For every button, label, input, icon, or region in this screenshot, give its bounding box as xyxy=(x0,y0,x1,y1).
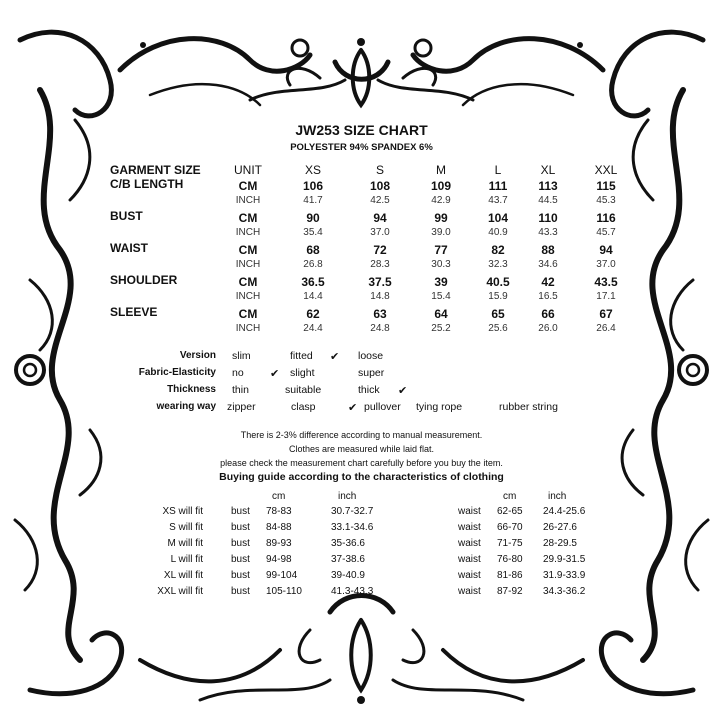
guide-fit-label: M will fit xyxy=(167,538,203,549)
guide-waist-inch: 24.4-25.6 xyxy=(543,506,586,517)
guide-fit-label: L will fit xyxy=(170,554,203,565)
waist-cm-value: 72 xyxy=(373,243,387,257)
sleeve-inch-value: 26.0 xyxy=(538,323,558,334)
version-option-loose: loose xyxy=(358,350,384,362)
thickness-label: Thickness xyxy=(167,384,216,395)
guide-waist-cm: 87-92 xyxy=(497,586,523,597)
unit-inch: INCH xyxy=(235,291,261,302)
guide-bust-cm: 105-110 xyxy=(266,586,302,597)
size-header-s: S xyxy=(375,163,384,177)
note-check-chart: please check the measurement chart carefully before you buy the item. xyxy=(220,458,503,468)
guide-bust-label: bust xyxy=(231,506,250,517)
sleeve-inch-value: 25.6 xyxy=(488,323,508,334)
guide-waist-cm: 71-75 xyxy=(497,538,523,549)
row-label-shoulder: SHOULDER xyxy=(110,273,178,287)
unit-inch: INCH xyxy=(235,227,261,238)
guide-waist-label: waist xyxy=(458,538,481,549)
bust-cm-value: 99 xyxy=(434,211,448,225)
shoulder-inch-value: 15.9 xyxy=(488,291,508,302)
guide-bust-cm-header: cm xyxy=(272,491,286,502)
garment-size-header: GARMENT SIZE xyxy=(110,163,201,177)
bust-cm-value: 110 xyxy=(538,211,558,225)
version-label: Version xyxy=(179,350,216,361)
guide-waist-inch: 26-27.6 xyxy=(543,522,577,533)
shoulder-cm-value: 37.5 xyxy=(368,275,392,289)
c-b-length-inch-value: 43.7 xyxy=(488,195,508,206)
row-label-sleeve: SLEEVE xyxy=(110,305,158,319)
unit-inch: INCH xyxy=(235,195,261,206)
thickness-option-suitable: suitable xyxy=(285,384,322,396)
shoulder-inch-value: 15.4 xyxy=(431,291,451,302)
shoulder-cm-value: 42 xyxy=(541,275,555,289)
version-option-slim: slim xyxy=(232,350,251,362)
fabric-composition: POLYESTER 94% SPANDEX 6% xyxy=(290,142,433,153)
guide-bust-label: bust xyxy=(231,554,250,565)
guide-waist-inch: 34.3-36.2 xyxy=(543,586,586,597)
sleeve-cm-value: 63 xyxy=(373,307,387,321)
guide-waist-label: waist xyxy=(458,586,481,597)
waist-inch-value: 34.6 xyxy=(538,259,558,270)
waist-cm-value: 82 xyxy=(491,243,505,257)
waist-inch-value: 32.3 xyxy=(488,259,508,270)
unit-cm: CM xyxy=(238,275,258,289)
sleeve-cm-value: 66 xyxy=(541,307,555,321)
unit-inch: INCH xyxy=(235,323,261,334)
guide-bust-cm: 94-98 xyxy=(266,554,292,565)
guide-waist-inch: 31.9-33.9 xyxy=(543,570,586,581)
wearing-option-zipper: zipper xyxy=(227,401,256,413)
c-b-length-cm-value: 109 xyxy=(430,179,452,193)
c-b-length-cm-value: 115 xyxy=(596,179,616,193)
guide-waist-label: waist xyxy=(458,554,481,565)
shoulder-cm-value: 36.5 xyxy=(301,275,325,289)
guide-bust-inch-header: inch xyxy=(338,491,357,502)
sleeve-cm-value: 64 xyxy=(434,307,448,321)
waist-inch-value: 28.3 xyxy=(370,259,390,270)
guide-waist-label: waist xyxy=(458,506,481,517)
guide-waist-cm: 66-70 xyxy=(497,522,523,533)
shoulder-cm-value: 40.5 xyxy=(486,275,510,289)
unit-cm: CM xyxy=(238,307,258,321)
elasticity-option-slight: slight xyxy=(290,367,315,379)
version-check-icon: ✔ xyxy=(330,351,340,363)
bust-cm-value: 116 xyxy=(596,211,616,225)
sleeve-cm-value: 65 xyxy=(491,307,505,321)
size-header-m: M xyxy=(436,163,446,177)
c-b-length-cm-value: 113 xyxy=(538,179,558,193)
row-label-c-b-length: C/B LENGTH xyxy=(110,177,184,191)
guide-bust-cm: 84-88 xyxy=(266,522,292,533)
guide-waist-cm: 81-86 xyxy=(497,570,523,581)
shoulder-inch-value: 16.5 xyxy=(538,291,558,302)
c-b-length-inch-value: 42.9 xyxy=(431,195,451,206)
guide-waist-inch-header: inch xyxy=(548,491,567,502)
guide-waist-cm: 76-80 xyxy=(497,554,523,565)
bust-cm-value: 94 xyxy=(373,211,387,225)
wearing-option-clasp: clasp xyxy=(291,401,316,413)
c-b-length-inch-value: 42.5 xyxy=(370,195,390,206)
bust-inch-value: 45.7 xyxy=(596,227,616,238)
guide-fit-label: XXL will fit xyxy=(157,586,203,597)
guide-waist-inch: 29.9-31.5 xyxy=(543,554,586,565)
buying-guide-title: Buying guide according to the characteristics of clothing xyxy=(219,471,504,483)
shoulder-inch-value: 14.8 xyxy=(370,291,390,302)
wearing-option-pullover: pullover xyxy=(364,401,401,413)
c-b-length-inch-value: 44.5 xyxy=(538,195,558,206)
guide-bust-label: bust xyxy=(231,522,250,533)
c-b-length-cm-value: 108 xyxy=(369,179,391,193)
size-header-xl: XL xyxy=(540,163,556,177)
guide-bust-inch: 41.3-43.3 xyxy=(331,586,374,597)
elasticity-option-no: no xyxy=(232,367,244,379)
waist-cm-value: 68 xyxy=(306,243,320,257)
shoulder-cm-value: 39 xyxy=(434,275,448,289)
c-b-length-inch-value: 45.3 xyxy=(596,195,616,206)
guide-waist-label: waist xyxy=(458,522,481,533)
guide-fit-label: S will fit xyxy=(169,522,203,533)
guide-fit-label: XS will fit xyxy=(162,506,203,517)
size-header-xxl: XXL xyxy=(594,163,618,177)
bust-inch-value: 40.9 xyxy=(488,227,508,238)
guide-waist-cm: 62-65 xyxy=(497,506,523,517)
guide-bust-label: bust xyxy=(231,586,250,597)
guide-fit-label: XL will fit xyxy=(163,570,203,581)
guide-bust-cm: 78-83 xyxy=(266,506,292,517)
guide-bust-label: bust xyxy=(231,538,250,549)
row-label-waist: WAIST xyxy=(110,241,148,255)
size-header-xs: XS xyxy=(304,163,321,177)
bust-cm-value: 90 xyxy=(306,211,320,225)
sleeve-inch-value: 24.4 xyxy=(303,323,323,334)
sleeve-cm-value: 62 xyxy=(306,307,320,321)
sleeve-inch-value: 24.8 xyxy=(370,323,390,334)
elasticity-check-icon: ✔ xyxy=(270,368,280,380)
thickness-check-icon: ✔ xyxy=(398,385,408,397)
thickness-option-thin: thin xyxy=(232,384,249,396)
shoulder-inch-value: 17.1 xyxy=(596,291,616,302)
wearing-option-tying-rope: tying rope xyxy=(416,401,463,413)
version-option-fitted: fitted xyxy=(290,350,313,362)
sleeve-inch-value: 26.4 xyxy=(596,323,616,334)
bust-cm-value: 104 xyxy=(487,211,509,225)
unit-cm: CM xyxy=(238,243,258,257)
waist-inch-value: 26.8 xyxy=(303,259,323,270)
waist-cm-value: 88 xyxy=(541,243,555,257)
size-header-l: L xyxy=(494,163,502,177)
unit-cm: CM xyxy=(238,211,258,225)
c-b-length-cm-value: 111 xyxy=(488,179,508,193)
unit-header: UNIT xyxy=(234,163,262,177)
wearing-check-icon: ✔ xyxy=(348,402,358,414)
shoulder-cm-value: 43.5 xyxy=(594,275,618,289)
waist-inch-value: 37.0 xyxy=(596,259,616,270)
bust-inch-value: 39.0 xyxy=(431,227,451,238)
chart-title: JW253 SIZE CHART xyxy=(295,122,428,138)
unit-inch: INCH xyxy=(235,259,261,270)
wearing-option-rubber-string: rubber string xyxy=(499,401,558,413)
thickness-option-thick: thick xyxy=(358,384,380,396)
sleeve-cm-value: 67 xyxy=(599,307,613,321)
c-b-length-cm-value: 106 xyxy=(302,179,324,193)
guide-waist-cm-header: cm xyxy=(503,491,517,502)
shoulder-inch-value: 14.4 xyxy=(303,291,323,302)
unit-cm: CM xyxy=(238,179,258,193)
bust-inch-value: 43.3 xyxy=(538,227,558,238)
bust-inch-value: 37.0 xyxy=(370,227,390,238)
row-label-bust: BUST xyxy=(110,209,143,223)
c-b-length-inch-value: 41.7 xyxy=(303,195,323,206)
bust-inch-value: 35.4 xyxy=(303,227,323,238)
guide-bust-inch: 33.1-34.6 xyxy=(331,522,374,533)
guide-bust-inch: 39-40.9 xyxy=(331,570,365,581)
guide-bust-cm: 99-104 xyxy=(266,570,298,581)
guide-bust-inch: 35-36.6 xyxy=(331,538,365,549)
note-measurement-difference: There is 2-3% difference according to manual measurement. xyxy=(240,430,483,440)
guide-bust-inch: 30.7-32.7 xyxy=(331,506,374,517)
elasticity-label: Fabric-Elasticity xyxy=(138,367,216,378)
guide-bust-inch: 37-38.6 xyxy=(331,554,365,565)
guide-waist-label: waist xyxy=(458,570,481,581)
waist-cm-value: 77 xyxy=(434,243,448,257)
guide-bust-label: bust xyxy=(231,570,250,581)
waist-cm-value: 94 xyxy=(599,243,613,257)
elasticity-option-super: super xyxy=(358,367,385,379)
waist-inch-value: 30.3 xyxy=(431,259,451,270)
guide-bust-cm: 89-93 xyxy=(266,538,292,549)
sleeve-inch-value: 25.2 xyxy=(431,323,451,334)
note-laid-flat: Clothes are measured while laid flat. xyxy=(288,444,435,454)
guide-waist-inch: 28-29.5 xyxy=(543,538,577,549)
wearing-label: wearing way xyxy=(156,401,216,412)
